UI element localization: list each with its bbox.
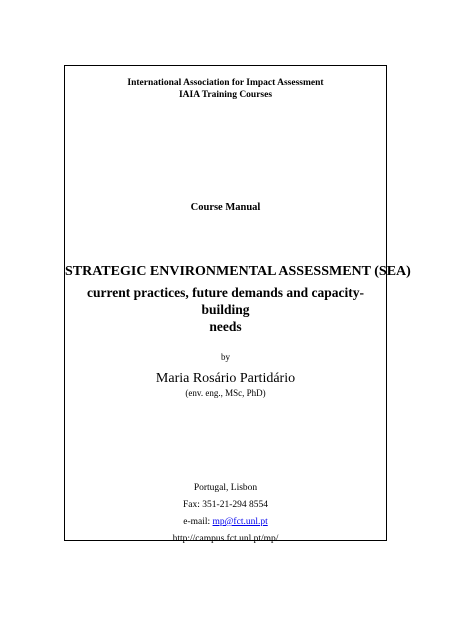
location: Portugal, Lisbon	[193, 483, 258, 493]
organization-header	[65, 77, 386, 101]
subtitle-line-1: current practices, future demands and capacity-building	[87, 285, 364, 317]
website-url: http://campus.fct.unl.pt/mp/	[172, 534, 279, 544]
email-label: e-mail:	[183, 517, 213, 527]
email-link[interactable]: mp@fct.unl.pt	[212, 517, 268, 527]
subtitle-line-2: needs	[209, 319, 242, 334]
contact-block	[65, 480, 386, 548]
email-line	[65, 514, 386, 531]
organization-name: International Association for Impact Assessment	[127, 78, 324, 88]
fax-number: Fax: 351-21-294 8554	[183, 500, 268, 510]
document-title: STRATEGIC ENVIRONMENTAL ASSESSMENT (SEA)	[65, 264, 411, 279]
title-page-frame	[64, 65, 411, 544]
author-name: Maria Rosário Partidário	[155, 371, 296, 386]
program-name: IAIA Training Courses	[178, 90, 273, 100]
author-credentials: (env. eng., MSc, PhD)	[185, 388, 266, 398]
by-label: by	[221, 352, 230, 362]
document-subtitle	[65, 284, 386, 335]
manual-label: Course Manual	[190, 202, 261, 213]
